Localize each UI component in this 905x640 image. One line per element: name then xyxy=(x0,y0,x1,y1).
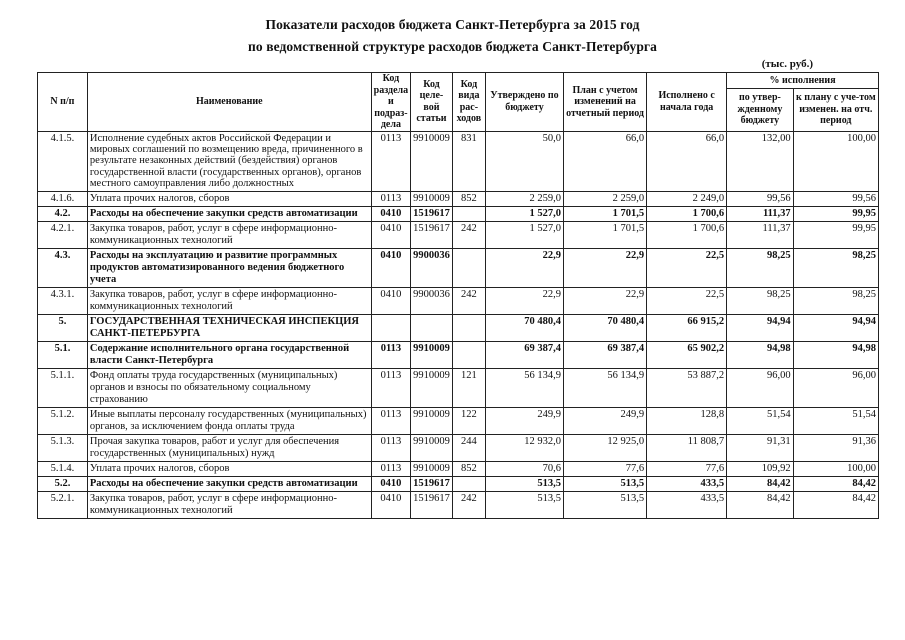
table-row xyxy=(38,476,879,491)
row-pct-approved: 91,31 xyxy=(727,434,794,461)
row-pct-plan: 84,42 xyxy=(793,476,878,491)
row-approved: 70 480,4 xyxy=(486,314,564,341)
row-kind-code: 852 xyxy=(452,191,485,206)
table-row xyxy=(38,248,879,287)
row-pct-plan: 100,00 xyxy=(793,131,878,191)
row-pct-approved: 84,42 xyxy=(727,491,794,518)
table-row xyxy=(38,461,879,476)
row-number: 5.1. xyxy=(38,341,88,368)
row-plan: 513,5 xyxy=(563,476,646,491)
row-approved: 1 527,0 xyxy=(486,221,564,248)
row-executed: 66 915,2 xyxy=(647,314,727,341)
row-pct-approved: 96,00 xyxy=(727,368,794,407)
document-title: Показатели расходов бюджета Санкт-Петербурга за 2015 год xyxy=(265,17,640,32)
row-kind-code: 244 xyxy=(452,434,485,461)
row-executed: 22,5 xyxy=(647,248,727,287)
row-name: Закупка товаров, работ, услуг в сфере информационно-коммуникационных технологий xyxy=(87,491,371,518)
row-plan: 66,0 xyxy=(563,131,646,191)
row-number: 4.3. xyxy=(38,248,88,287)
header-kind: Код вида рас-ходов xyxy=(452,73,485,132)
row-approved: 22,9 xyxy=(486,287,564,314)
row-name: Закупка товаров, работ, услуг в сфере информационно-коммуникационных технологий xyxy=(87,287,371,314)
row-approved: 56 134,9 xyxy=(486,368,564,407)
row-executed: 128,8 xyxy=(647,407,727,434)
row-executed: 11 808,7 xyxy=(647,434,727,461)
row-plan: 70 480,4 xyxy=(563,314,646,341)
header-approved: Утверждено по бюджету xyxy=(486,73,564,132)
row-name: Расходы на эксплуатацию и развитие программных продуктов автоматизированного ведения бюджетного учета xyxy=(87,248,371,287)
row-approved: 12 932,0 xyxy=(486,434,564,461)
row-section-code: 0410 xyxy=(371,287,411,314)
row-pct-approved: 132,00 xyxy=(727,131,794,191)
row-approved: 50,0 xyxy=(486,131,564,191)
row-section-code: 0410 xyxy=(371,491,411,518)
row-kind-code: 242 xyxy=(452,287,485,314)
row-pct-plan: 94,98 xyxy=(793,341,878,368)
row-pct-plan: 91,36 xyxy=(793,434,878,461)
row-target-code: 9910009 xyxy=(411,368,453,407)
row-executed: 433,5 xyxy=(647,491,727,518)
row-name: Расходы на обеспечение закупки средств автоматизации xyxy=(87,206,371,221)
row-number: 5.2. xyxy=(38,476,88,491)
table-row xyxy=(38,368,879,407)
row-section-code: 0113 xyxy=(371,407,411,434)
row-name: Закупка товаров, работ, услуг в сфере информационно-коммуникационных технологий xyxy=(87,221,371,248)
table-row xyxy=(38,341,879,368)
table-row xyxy=(38,131,879,191)
row-kind-code: 242 xyxy=(452,221,485,248)
row-kind-code xyxy=(452,314,485,341)
row-name: Прочая закупка товаров, работ и услуг для обеспечения государственных (муниципальных) нужд xyxy=(87,434,371,461)
row-section-code: 0113 xyxy=(371,461,411,476)
row-plan: 56 134,9 xyxy=(563,368,646,407)
row-target-code: 9910009 xyxy=(411,191,453,206)
row-number: 4.3.1. xyxy=(38,287,88,314)
row-target-code: 1519617 xyxy=(411,221,453,248)
row-executed: 1 700,6 xyxy=(647,206,727,221)
row-target-code: 9900036 xyxy=(411,287,453,314)
row-approved: 513,5 xyxy=(486,476,564,491)
row-kind-code: 242 xyxy=(452,491,485,518)
header-target: Код целе-вой статьи xyxy=(411,73,453,132)
row-executed: 66,0 xyxy=(647,131,727,191)
header-name: Наименование xyxy=(87,73,371,132)
row-name: Уплата прочих налогов, сборов xyxy=(87,461,371,476)
table-row xyxy=(38,314,879,341)
row-number: 5.1.3. xyxy=(38,434,88,461)
row-target-code: 9910009 xyxy=(411,461,453,476)
row-name: Уплата прочих налогов, сборов xyxy=(87,191,371,206)
row-kind-code: 831 xyxy=(452,131,485,191)
budget-table xyxy=(37,72,879,519)
row-pct-approved: 51,54 xyxy=(727,407,794,434)
row-name: Фонд оплаты труда государственных (муниципальных) органов и взносы по обязательному социальному страхованию xyxy=(87,368,371,407)
row-section-code: 0113 xyxy=(371,341,411,368)
row-pct-approved: 111,37 xyxy=(727,221,794,248)
row-section-code: 0113 xyxy=(371,131,411,191)
row-number: 4.1.6. xyxy=(38,191,88,206)
row-number: 5.1.4. xyxy=(38,461,88,476)
row-pct-plan: 51,54 xyxy=(793,407,878,434)
document-subtitle: по ведомственной структуре расходов бюджета Санкт-Петербурга xyxy=(247,39,658,54)
row-kind-code: 852 xyxy=(452,461,485,476)
row-approved: 1 527,0 xyxy=(486,206,564,221)
table-row xyxy=(38,206,879,221)
row-pct-plan: 96,00 xyxy=(793,368,878,407)
row-section-code: 0410 xyxy=(371,221,411,248)
row-target-code: 1519617 xyxy=(411,491,453,518)
row-number: 5. xyxy=(38,314,88,341)
row-pct-plan: 84,42 xyxy=(793,491,878,518)
row-approved: 70,6 xyxy=(486,461,564,476)
row-pct-approved: 109,92 xyxy=(727,461,794,476)
row-target-code: 1519617 xyxy=(411,206,453,221)
table-row xyxy=(38,191,879,206)
row-name: Содержание исполнительного органа государственной власти Санкт-Петербурга xyxy=(87,341,371,368)
header-plan: План с учетом изменений на отчетный период xyxy=(563,73,646,132)
row-section-code: 0410 xyxy=(371,248,411,287)
row-number: 4.2.1. xyxy=(38,221,88,248)
row-executed: 1 700,6 xyxy=(647,221,727,248)
unit-note: (тыс. руб.) xyxy=(761,58,813,70)
row-approved: 2 259,0 xyxy=(486,191,564,206)
row-approved: 69 387,4 xyxy=(486,341,564,368)
row-approved: 249,9 xyxy=(486,407,564,434)
header-section: Код раздела и подраз-дела xyxy=(371,73,411,132)
row-section-code xyxy=(371,314,411,341)
row-target-code: 9910009 xyxy=(411,131,453,191)
row-plan: 69 387,4 xyxy=(563,341,646,368)
table-row xyxy=(38,407,879,434)
row-section-code: 0113 xyxy=(371,191,411,206)
header-pct-plan: к плану с уче-том изменен. на отч. период xyxy=(793,88,878,131)
row-executed: 65 902,2 xyxy=(647,341,727,368)
row-number: 4.2. xyxy=(38,206,88,221)
row-pct-plan: 99,95 xyxy=(793,206,878,221)
row-plan: 249,9 xyxy=(563,407,646,434)
row-kind-code xyxy=(452,476,485,491)
row-pct-approved: 99,56 xyxy=(727,191,794,206)
row-number: 5.1.2. xyxy=(38,407,88,434)
row-executed: 77,6 xyxy=(647,461,727,476)
row-kind-code xyxy=(452,248,485,287)
row-plan: 77,6 xyxy=(563,461,646,476)
row-target-code: 9910009 xyxy=(411,434,453,461)
row-pct-plan: 98,25 xyxy=(793,248,878,287)
header-pct-approved: по утвер-жденному бюджету xyxy=(727,88,794,131)
row-pct-plan: 98,25 xyxy=(793,287,878,314)
row-pct-approved: 94,98 xyxy=(727,341,794,368)
row-pct-plan: 99,56 xyxy=(793,191,878,206)
row-section-code: 0410 xyxy=(371,476,411,491)
row-pct-approved: 98,25 xyxy=(727,248,794,287)
row-number: 5.1.1. xyxy=(38,368,88,407)
row-number: 5.2.1. xyxy=(38,491,88,518)
row-kind-code: 122 xyxy=(452,407,485,434)
header-percent-group: % исполнения xyxy=(727,73,879,89)
row-name: Исполнение судебных актов Российской Федерации и мировых соглашений по возмещению вреда, причиненного в результате незаконных действий (бездействия) органов государственной власти (государственных органов), органов местного самоуправления либо должностных xyxy=(87,131,371,191)
row-plan: 1 701,5 xyxy=(563,221,646,248)
row-section-code: 0113 xyxy=(371,434,411,461)
row-name: ГОСУДАРСТВЕННАЯ ТЕХНИЧЕСКАЯ ИНСПЕКЦИЯ САНКТ-ПЕТЕРБУРГА xyxy=(87,314,371,341)
row-name: Иные выплаты персоналу государственных (муниципальных) органов, за исключением фонда оплаты труда xyxy=(87,407,371,434)
row-target-code: 9910009 xyxy=(411,341,453,368)
table-row xyxy=(38,491,879,518)
row-pct-approved: 111,37 xyxy=(727,206,794,221)
row-pct-approved: 94,94 xyxy=(727,314,794,341)
row-plan: 2 259,0 xyxy=(563,191,646,206)
row-target-code: 1519617 xyxy=(411,476,453,491)
row-executed: 53 887,2 xyxy=(647,368,727,407)
row-executed: 2 249,0 xyxy=(647,191,727,206)
header-executed: Исполнено с начала года xyxy=(647,73,727,132)
row-name: Расходы на обеспечение закупки средств автоматизации xyxy=(87,476,371,491)
row-target-code xyxy=(411,314,453,341)
row-plan: 22,9 xyxy=(563,248,646,287)
row-plan: 12 925,0 xyxy=(563,434,646,461)
row-kind-code xyxy=(452,206,485,221)
row-number: 4.1.5. xyxy=(38,131,88,191)
row-plan: 22,9 xyxy=(563,287,646,314)
row-plan: 513,5 xyxy=(563,491,646,518)
row-kind-code xyxy=(452,341,485,368)
row-executed: 22,5 xyxy=(647,287,727,314)
row-target-code: 9900036 xyxy=(411,248,453,287)
row-approved: 513,5 xyxy=(486,491,564,518)
row-kind-code: 121 xyxy=(452,368,485,407)
row-section-code: 0113 xyxy=(371,368,411,407)
row-pct-plan: 99,95 xyxy=(793,221,878,248)
row-plan: 1 701,5 xyxy=(563,206,646,221)
row-pct-approved: 84,42 xyxy=(727,476,794,491)
table-row xyxy=(38,434,879,461)
row-pct-plan: 100,00 xyxy=(793,461,878,476)
row-pct-approved: 98,25 xyxy=(727,287,794,314)
table-body xyxy=(38,131,879,518)
row-approved: 22,9 xyxy=(486,248,564,287)
table-row xyxy=(38,221,879,248)
row-target-code: 9910009 xyxy=(411,407,453,434)
row-executed: 433,5 xyxy=(647,476,727,491)
table-row xyxy=(38,287,879,314)
row-pct-plan: 94,94 xyxy=(793,314,878,341)
row-section-code: 0410 xyxy=(371,206,411,221)
header-num: N п/п xyxy=(38,73,88,132)
